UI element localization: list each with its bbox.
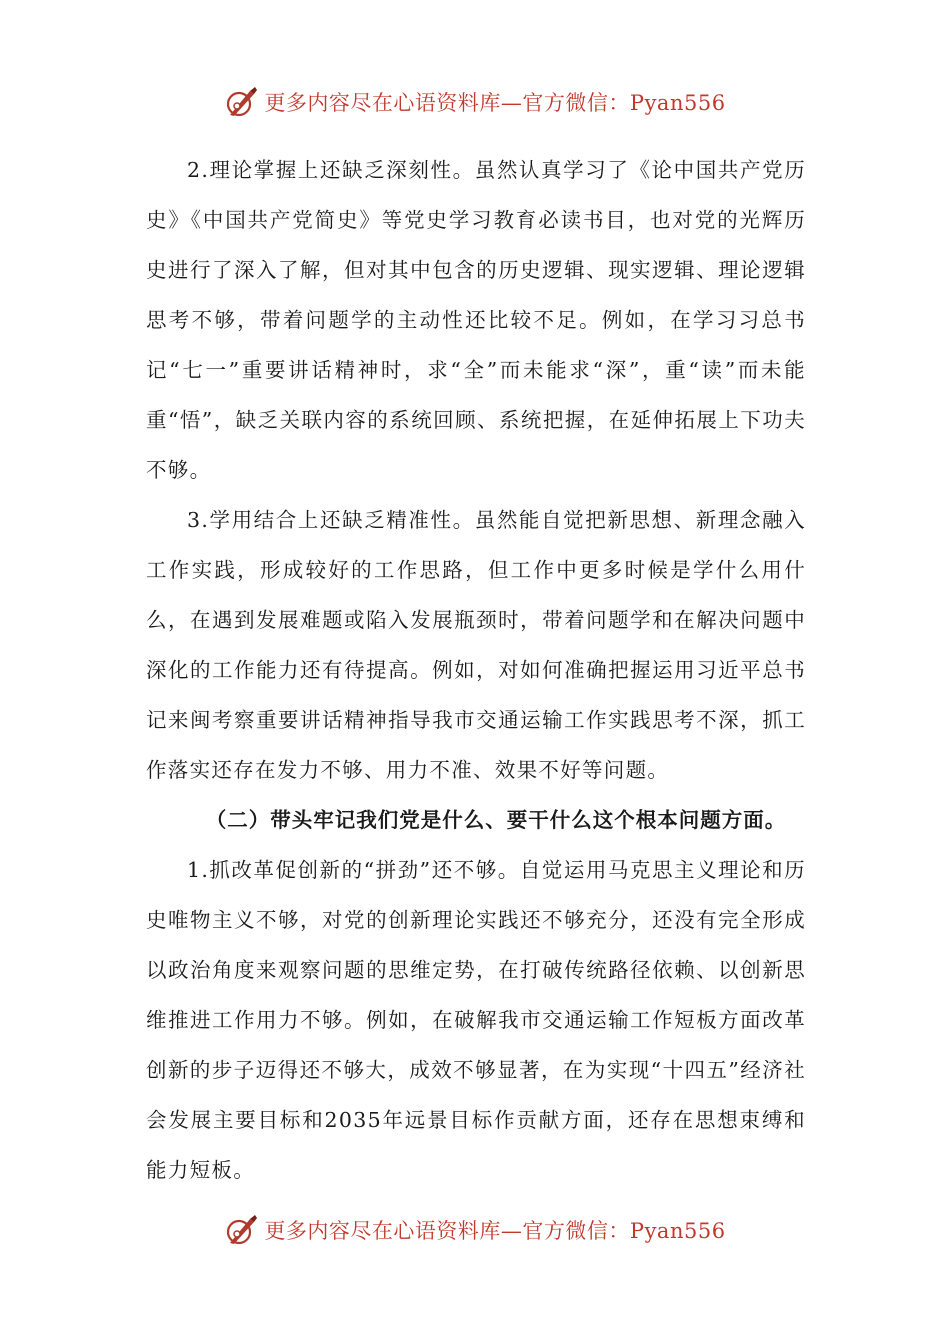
watermark-banner-top (0, 82, 950, 122)
watermark-text: 更多内容尽在心语资料库—官方微信：Pyan556 (264, 91, 726, 115)
paragraph-reform-innovation: 1.抓改革促创新的“拼劲”还不够。自觉运用马克思主义理论和历史唯物主义不够，对党的创新理论实践还不够充分，还没有完全形成以政治角度来观察问题的思维定势，在打破传统路径依赖、以创新思维推进工作用力不够。例如，在破解我市交通运输工作短板方面改革创新的步子迈得还不够大，成效不够显著，在为实现“十四五”经济社会发展主要目标和2035年远景目标作贡献方面，还存在思想束缚和能力短板。 (146, 858, 806, 1182)
document-body (146, 145, 806, 1195)
section-heading: （二）带头牢记我们党是什么、要干什么这个根本问题方面。 (205, 808, 787, 832)
pen-circle-logo-icon (224, 85, 258, 119)
watermark-text: 更多内容尽在心语资料库—官方微信：Pyan556 (264, 1219, 726, 1243)
paragraph-study-application: 3.学用结合上还缺乏精准性。虽然能自觉把新思想、新理念融入工作实践，形成较好的工作思路，但工作中更多时候是学什么用什么，在遇到发展难题或陷入发展瓶颈时，带着问题学和在解决问题中深化的工作能力还有待提高。例如，对如何准确把握运用习近平总书记来闽考察重要讲话精神指导我市交通运输工作实践思考不深，抓工作落实还存在发力不够、用力不准、效果不好等问题。 (146, 508, 806, 782)
watermark-banner-bottom (0, 1210, 950, 1250)
paragraph-theory-mastery: 2.理论掌握上还缺乏深刻性。虽然认真学习了《论中国共产党历史》《中国共产党简史》等党史学习教育必读书目，也对党的光辉历史进行了深入了解，但对其中包含的历史逻辑、现实逻辑、理论逻辑思考不够，带着问题学的主动性还比较不足。例如，在学习习总书记“七一”重要讲话精神时，求“全”而未能求“深”，重“读”而未能重“悟”，缺乏关联内容的系统回顾、系统把握，在延伸拓展上下功夫不够。 (146, 158, 806, 482)
pen-circle-logo-icon (224, 1213, 258, 1247)
